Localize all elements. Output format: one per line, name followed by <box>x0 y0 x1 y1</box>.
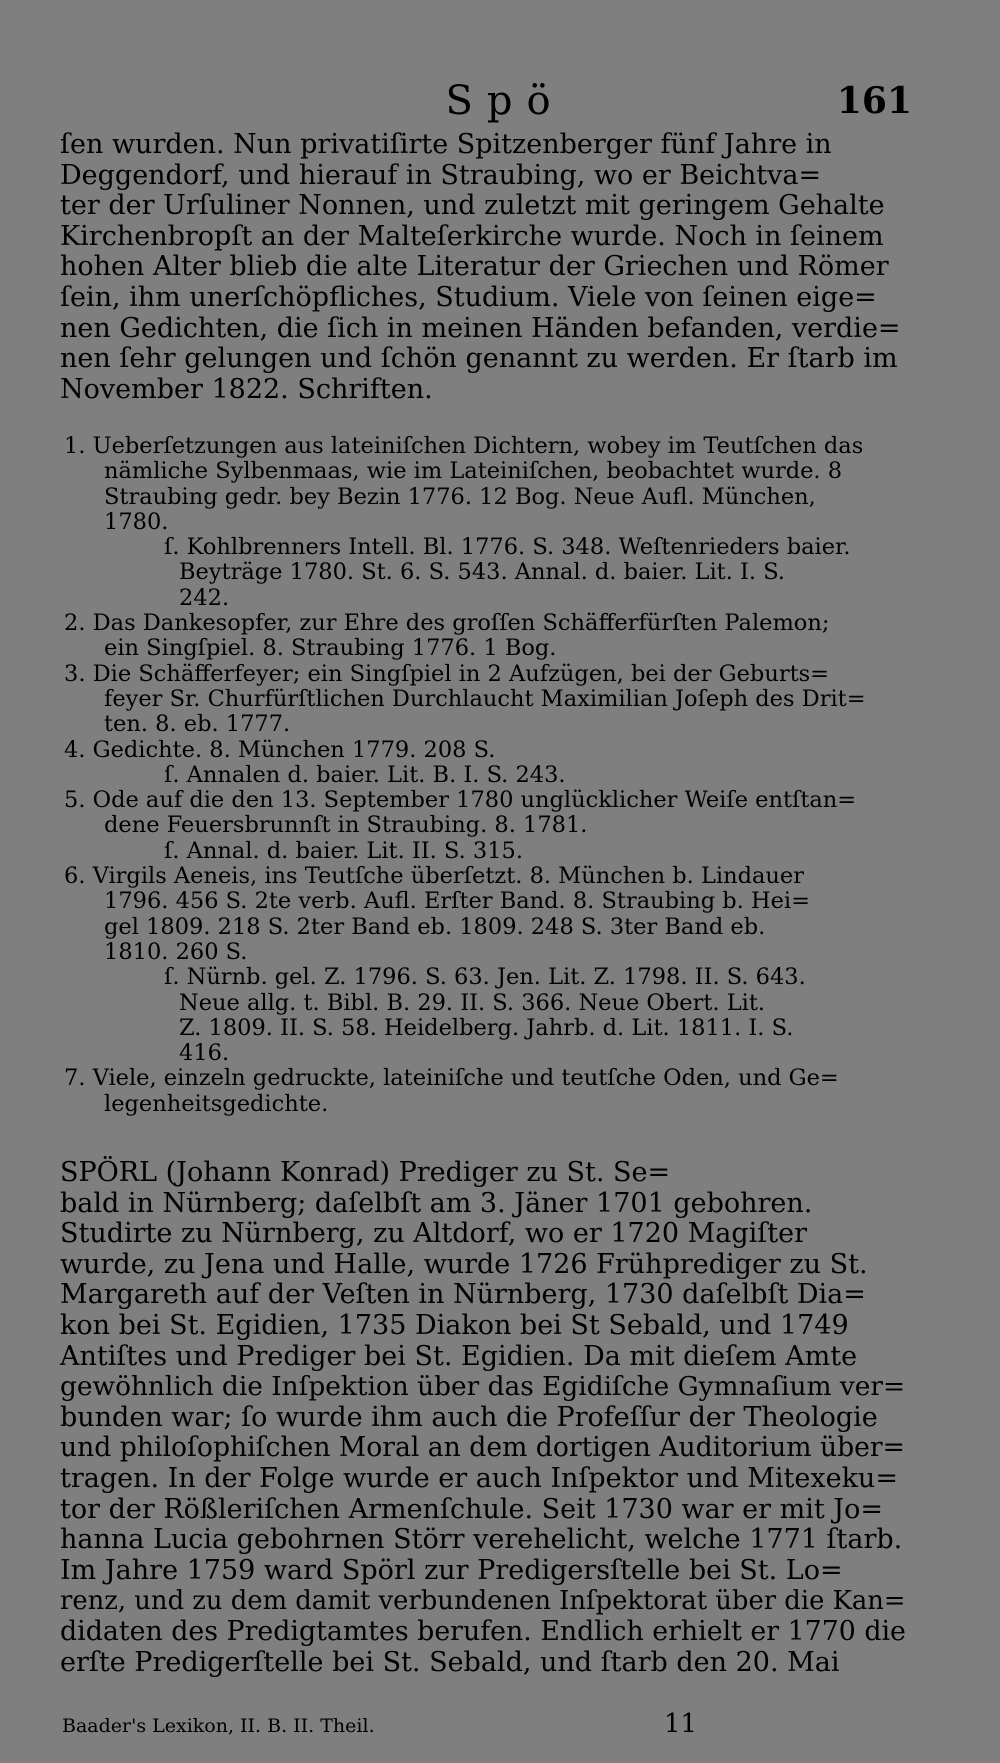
review-reference-line: ſ. Kohlbrenners Intell. Bl. 1776. S. 348. Weſtenrieders baier. <box>164 534 851 561</box>
page-footer <box>62 1709 912 1745</box>
text-line: Studirte zu Nürnberg, zu Altdorf, wo er 1720 Magiſter <box>60 1218 808 1250</box>
work-entry-line: Straubing gedr. bey Bezin 1776. 12 Bog. Neue Aufl. München, <box>104 483 816 510</box>
work-entry-line: 1780. <box>104 508 169 535</box>
text-line: wurde, zu Jena und Halle, wurde 1726 Frühprediger zu St. <box>60 1248 868 1280</box>
paragraph-spitzenberger-continued <box>60 130 910 405</box>
work-entry-line: legenheitsgedichte. <box>104 1090 329 1117</box>
text-line: hohen Alter blieb die alte Literatur der Griechen und Römer <box>60 251 889 283</box>
work-entry-line: nämliche Sylbenmaas, wie im Lateiniſchen, beobachtet wurde. 8 <box>104 458 843 485</box>
text-line: renz, und zu dem damit verbundenen Inſpektorat über die Kan= <box>60 1586 906 1617</box>
text-line: tor der Rößleriſchen Armenſchule. Seit 1730 war er mit Jo= <box>60 1493 883 1525</box>
text-line: November 1822. Schriften. <box>60 373 433 405</box>
work-entry-line: gel 1809. 218 S. 2ter Band eb. 1809. 248 S. 3ter Band eb. <box>104 913 766 940</box>
work-entry-line: ten. 8. eb. 1777. <box>104 711 291 738</box>
text-line: hanna Lucia gebohrnen Störr verehelicht, welche 1771 ſtarb. <box>60 1524 903 1556</box>
work-entry-line: 1810. 260 S. <box>104 938 248 965</box>
text-line: Antiſtes und Prediger bei St. Egidien. Da mit dieſem Amte <box>60 1340 858 1372</box>
review-reference-line: 242. <box>179 584 230 611</box>
text-line: und philoſophiſchen Moral an dem dortigen Auditorium über= <box>60 1432 905 1464</box>
work-entry-line: dene Feuersbrunnſt in Straubing. 8. 1781. <box>104 812 588 839</box>
work-entry-line: 3. Die Schäfferfeyer; ein Singſpiel in 2 Aufzügen, bei der Geburts= <box>64 660 830 687</box>
review-reference-line: ſ. Annal. d. baier. Lit. II. S. 315. <box>164 837 523 864</box>
work-entry-line: 5. Ode auf die den 13. September 1780 unglücklicher Weiſe entſtan= <box>64 787 857 814</box>
work-entry-line: 1796. 456 S. 2te verb. Aufl. Erſter Band. 8. Straubing b. Hei= <box>104 888 810 915</box>
text-line: bunden war; ſo wurde ihm auch die Profeſſur der Theologie <box>60 1401 878 1433</box>
work-entry-line: 2. Das Dankesopfer, zur Ehre des groſſen Schäfferfürſten Palemon; <box>64 610 830 637</box>
text-line: ſen wurden. Nun privatiſirte Spitzenberger fünf Jahre in <box>60 129 832 160</box>
text-line: Kirchenbropſt an der Malteſerkirche wurde. Noch in ſeinem <box>60 220 884 252</box>
review-reference-line: Beyträge 1780. St. 6. S. 543. Annal. d. baier. Lit. I. S. <box>179 559 785 586</box>
text-line: Im Jahre 1759 ward Spörl zur Predigersſtelle bei St. Lo= <box>60 1554 843 1586</box>
review-reference-line: 416. <box>179 1040 230 1067</box>
entry-heading-line: SPÖRL (Johann Konrad) Prediger zu St. Se= <box>60 1157 671 1188</box>
work-entry-line: feyer Sr. Churfürſtlichen Durchlaucht Maximilian Joſeph des Drit= <box>104 685 866 712</box>
review-reference-line: ſ. Annalen d. baier. Lit. B. I. S. 243. <box>164 761 566 788</box>
review-reference-line: ſ. Nürnb. gel. Z. 1796. S. 63. Jen. Lit. Z. 1798. II. S. 643. <box>164 964 806 991</box>
review-reference-line: Neue allg. t. Bibl. B. 29. II. S. 366. Neue Obert. Lit. <box>179 989 766 1016</box>
review-reference-line: Z. 1809. II. S. 58. Heidelberg. Jahrb. d. Lit. 1811. I. S. <box>179 1014 794 1041</box>
text-line: kon bei St. Egidien, 1735 Diakon bei St Sebald, und 1749 <box>60 1309 849 1341</box>
page-number: 161 <box>836 80 912 122</box>
text-line: bald in Nürnberg; daſelbſt am 3. Jäner 1701 gebohren. <box>60 1187 813 1219</box>
text-line: ſein, ihm unerſchöpfliches, Studium. Viele von ſeinen eige= <box>60 281 877 313</box>
text-line: nen Gedichten, die ſich in meinen Händen befanden, verdie= <box>60 312 901 344</box>
signature-line: Baader's Lexikon, II. B. II. Theil. <box>62 1715 375 1737</box>
work-entry-line: 7. Viele, einzeln gedruckte, lateiniſche und teutſche Oden, und Ge= <box>64 1065 839 1092</box>
text-line: Margareth auf der Veſten in Nürnberg, 1730 daſelbſt Dia= <box>60 1279 866 1311</box>
page-header <box>0 78 1000 128</box>
text-line: Deggendorf, und hierauf in Straubing, wo er Beichtva= <box>60 159 822 191</box>
work-entry-line: 4. Gedichte. 8. München 1779. 208 S. <box>64 736 496 763</box>
work-entry-line: 1. Ueberſetzungen aus lateiniſchen Dichtern, wobey im Teutſchen das <box>64 433 864 459</box>
text-line: gewöhnlich die Inſpektion über das Egidiſche Gymnaſium ver= <box>60 1372 906 1403</box>
text-line: didaten des Predigtamtes berufen. Endlich erhielt er 1770 die <box>60 1615 906 1647</box>
text-line: ter der Urſuliner Nonnen, und zuletzt mit geringem Gehalte <box>60 190 885 222</box>
work-entry-line: ein Singſpiel. 8. Straubing 1776. 1 Bog. <box>104 635 557 662</box>
text-line: erſte Predigerſtelle bei St. Sebald, und ſtarb den 20. Mai <box>60 1646 840 1678</box>
text-line: tragen. In der Folge wurde er auch Inſpektor und Mitexeku= <box>60 1462 898 1494</box>
text-line: nen ſehr gelungen und ſchön genannt zu werden. Er ſtarb im <box>60 343 898 375</box>
running-title: Spö <box>445 78 565 124</box>
entry-spoerl <box>60 1158 910 1678</box>
sheet-mark: 11 <box>664 1709 698 1739</box>
work-entry-line: 6. Virgils Aeneis, ins Teutſche überſetzt. 8. München b. Lindauer <box>64 863 804 890</box>
works-list <box>64 434 910 1117</box>
